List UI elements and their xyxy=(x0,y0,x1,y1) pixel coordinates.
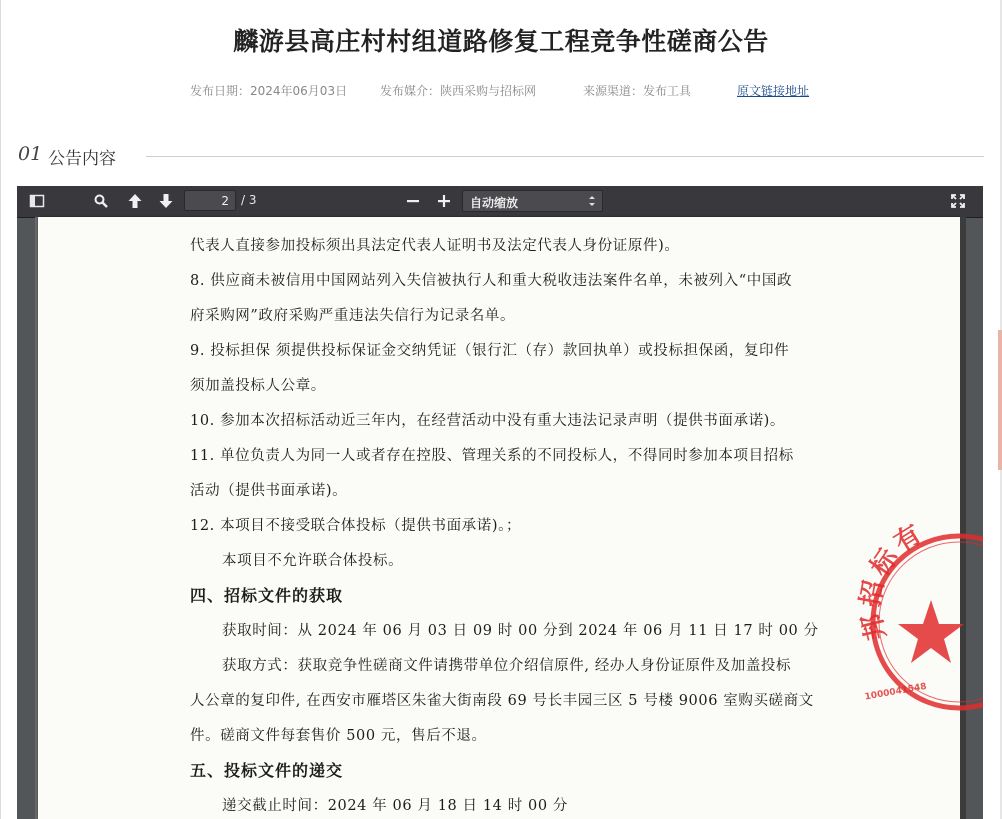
find-button[interactable] xyxy=(89,190,113,212)
page-shadow-right xyxy=(960,217,966,819)
arrow-up-icon xyxy=(123,193,147,209)
doc-line: 府采购网”政府采购严重违法失信行为记录名单。 xyxy=(190,308,516,324)
doc-line: 须加盖投标人公章。 xyxy=(190,378,326,394)
doc-line: 人公章的复印件, 在西安市雁塔区朱雀大街南段 69 号长丰园三区 5 号楼 9006 室购买磋商文 xyxy=(190,693,814,709)
next-page-button[interactable] xyxy=(154,190,178,212)
section-number: 01 xyxy=(18,143,43,165)
page-left-border xyxy=(0,0,1,819)
doc-line: 11. 单位负责人为同一人或者存在控股、管理关系的不同投标人，不得同时参加本项目招标 xyxy=(190,448,794,464)
zoom-select[interactable] xyxy=(462,190,603,212)
publish-media: 发布媒介：陕西采购与招标网 xyxy=(380,84,537,98)
seal-star-icon xyxy=(898,600,964,663)
page-total-label: / 3 xyxy=(241,193,257,207)
sidebar-toggle-button[interactable] xyxy=(25,190,49,212)
seal-number: 1000041548 xyxy=(864,681,928,703)
doc-line: 活动（提供书面承诺)。 xyxy=(190,483,348,499)
pdf-viewer xyxy=(17,186,983,819)
minus-icon xyxy=(401,193,425,209)
section-label: 公告内容 xyxy=(48,149,116,169)
company-seal xyxy=(855,517,983,703)
doc-line: 8. 供应商未被信用中国网站列入失信被执行人和重大税收违法案件名单，未被列入“中国政 xyxy=(190,273,793,289)
chevron-updown-icon xyxy=(588,193,596,212)
expand-icon xyxy=(946,193,970,209)
seal-text: 邦招标有 xyxy=(855,517,931,643)
section-divider xyxy=(146,156,984,157)
doc-line: 本项目不允许联合体投标。 xyxy=(222,553,404,569)
pdf-page xyxy=(38,217,960,819)
side-advert-strip xyxy=(998,330,1002,470)
publish-date: 发布日期：2024年06月03日 xyxy=(190,84,348,98)
doc-line: 获取时间：从 2024 年 06 月 03 日 09 时 00 分到 2024 年 06 月 11 日 17 时 00 分 xyxy=(222,623,819,639)
doc-line: 12. 本项目不接受联合体投标（提供书面承诺)。； xyxy=(190,518,522,534)
source-channel: 来源渠道：发布工具 xyxy=(583,84,692,98)
page-title: 麟游县高庄村村组道路修复工程竞争性磋商公告 xyxy=(233,27,769,56)
sidebar-toggle-icon xyxy=(25,193,49,209)
doc-heading: 五、投标文件的递交 xyxy=(190,761,344,780)
doc-line: 件。磋商文件每套售价 500 元，售后不退。 xyxy=(190,728,487,744)
zoom-out-button[interactable] xyxy=(401,190,425,212)
plus-icon xyxy=(432,193,456,209)
doc-line: 10. 参加本次招标活动近三年内，在经营活动中没有重大违法记录声明（提供书面承诺)。 xyxy=(190,413,786,429)
doc-line: 代表人直接参加投标须出具法定代表人证明书及法定代表人身份证原件)。 xyxy=(190,238,680,254)
section-header xyxy=(18,143,984,169)
page-number-input[interactable] xyxy=(184,190,236,211)
search-icon xyxy=(89,193,113,209)
previous-page-button[interactable] xyxy=(123,190,147,212)
zoom-in-button[interactable] xyxy=(432,190,456,212)
arrow-down-icon xyxy=(154,193,178,209)
source-link[interactable]: 原文链接地址 xyxy=(737,84,810,98)
pdf-toolbar xyxy=(17,186,983,218)
doc-heading: 四、招标文件的获取 xyxy=(190,586,344,605)
zoom-select-value: 自动缩放 xyxy=(470,196,519,210)
doc-line: 获取方式：获取竞争性磋商文件请携带单位介绍信原件, 经办人身份证原件及加盖投标 xyxy=(222,658,792,674)
fullscreen-button[interactable] xyxy=(946,190,970,212)
doc-line: 9. 投标担保 须提供投标保证金交纳凭证（银行汇（存）款回执单）或投标担保函，复印件 xyxy=(190,343,790,359)
doc-line: 递交截止时间：2024 年 06 月 18 日 14 时 00 分 xyxy=(222,798,568,814)
